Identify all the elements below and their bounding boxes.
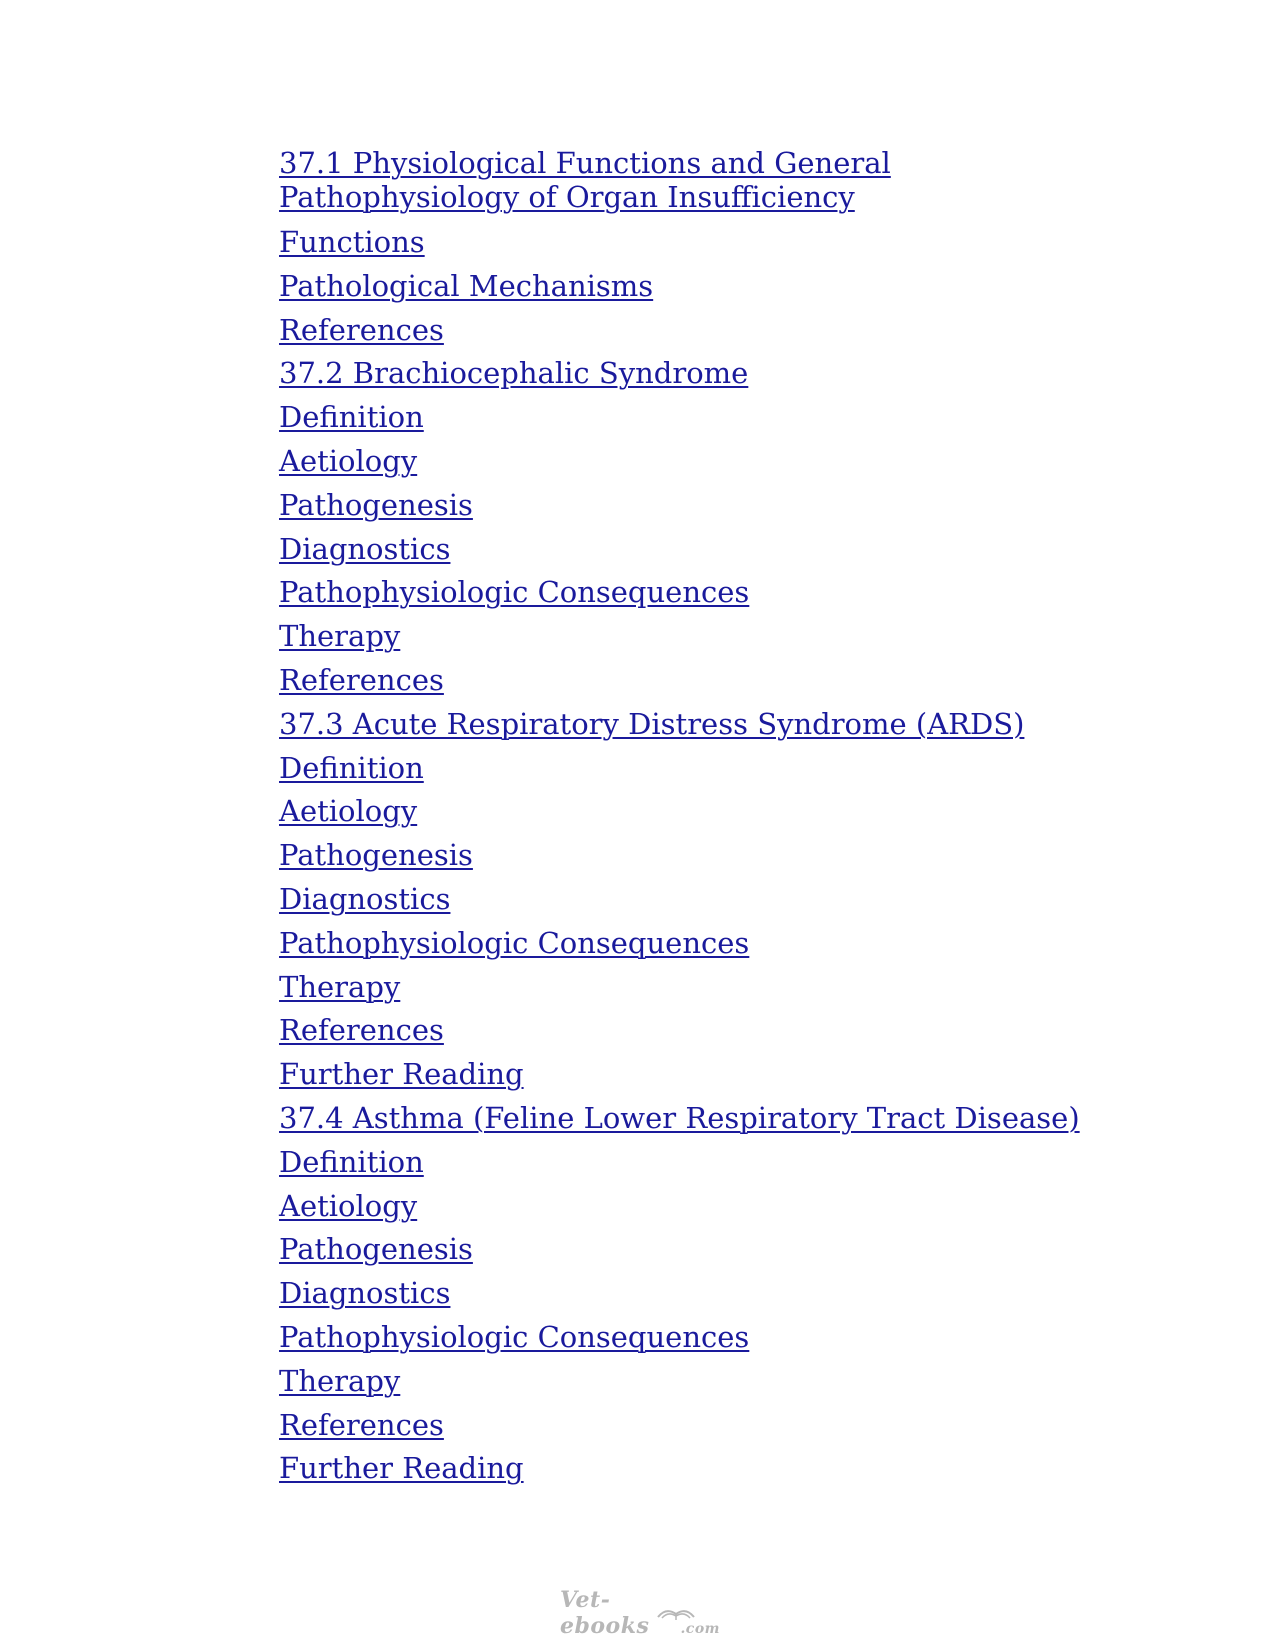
toc-link-aetiology[interactable]: Aetiology	[279, 443, 418, 478]
toc-item-aetiology	[279, 444, 1099, 488]
toc-link-references[interactable]: References	[279, 1013, 444, 1048]
table-of-contents	[279, 146, 1099, 1495]
toc-item-references	[279, 313, 1099, 357]
toc-item-references	[279, 663, 1099, 707]
toc-link-pathogenesis[interactable]: Pathogenesis	[279, 1232, 473, 1267]
toc-link-therapy[interactable]: Therapy	[279, 969, 401, 1004]
toc-item-references	[279, 1013, 1099, 1057]
toc-item-aetiology	[279, 1189, 1099, 1233]
toc-item-pathophysiologic-consequences	[279, 575, 1099, 619]
toc-link-therapy[interactable]: Therapy	[279, 619, 401, 654]
toc-link-diagnostics[interactable]: Diagnostics	[279, 881, 451, 916]
toc-link-pathological-mechanisms[interactable]: Pathological Mechanisms	[279, 268, 654, 303]
book-icon	[656, 1605, 696, 1621]
toc-item-diagnostics	[279, 1276, 1099, 1320]
toc-link-pathogenesis[interactable]: Pathogenesis	[279, 487, 473, 522]
toc-item-diagnostics	[279, 882, 1099, 926]
toc-item-pathogenesis	[279, 488, 1099, 532]
toc-link-pathophysiologic-consequences[interactable]: Pathophysiologic Consequences	[279, 1319, 750, 1354]
toc-item-definition	[279, 1145, 1099, 1189]
toc-link-aetiology[interactable]: Aetiology	[279, 794, 418, 829]
toc-link-diagnostics[interactable]: Diagnostics	[279, 1276, 451, 1311]
toc-item-definition	[279, 751, 1099, 795]
toc-link-37-1[interactable]: 37.1 Physiological Functions and General Pathophysiology of Organ Insufficiency	[279, 146, 891, 214]
toc-link-37-4[interactable]: 37.4 Asthma (Feline Lower Respiratory Tract Disease)	[279, 1100, 1080, 1135]
toc-link-pathogenesis[interactable]: Pathogenesis	[279, 838, 473, 873]
toc-item-pathogenesis	[279, 1232, 1099, 1276]
watermark-suffix-text: .com	[680, 1621, 720, 1637]
toc-item-therapy	[279, 1364, 1099, 1408]
toc-item-37-4	[279, 1101, 1099, 1145]
toc-link-pathophysiologic-consequences[interactable]: Pathophysiologic Consequences	[279, 925, 750, 960]
toc-item-further-reading	[279, 1451, 1099, 1495]
toc-item-pathophysiologic-consequences	[279, 1320, 1099, 1364]
toc-link-further-reading[interactable]: Further Reading	[279, 1451, 524, 1486]
toc-link-aetiology[interactable]: Aetiology	[279, 1188, 418, 1223]
toc-item-37-1	[279, 146, 1099, 225]
toc-item-pathological-mechanisms	[279, 269, 1099, 313]
watermark-main-text: Vet-ebooks	[560, 1587, 650, 1639]
toc-item-pathophysiologic-consequences	[279, 926, 1099, 970]
toc-link-diagnostics[interactable]: Diagnostics	[279, 531, 451, 566]
watermark-logo	[560, 1587, 720, 1639]
toc-item-therapy	[279, 619, 1099, 663]
toc-item-pathogenesis	[279, 838, 1099, 882]
toc-link-functions[interactable]: Functions	[279, 225, 425, 259]
toc-link-therapy[interactable]: Therapy	[279, 1363, 401, 1398]
toc-link-pathophysiologic-consequences[interactable]: Pathophysiologic Consequences	[279, 575, 750, 610]
toc-item-37-2	[279, 356, 1099, 400]
toc-item-further-reading	[279, 1057, 1099, 1101]
toc-link-references[interactable]: References	[279, 312, 444, 347]
toc-link-definition[interactable]: Definition	[279, 1144, 424, 1179]
toc-link-37-2[interactable]: 37.2 Brachiocephalic Syndrome	[279, 356, 749, 391]
toc-item-references	[279, 1408, 1099, 1452]
toc-item-diagnostics	[279, 532, 1099, 576]
toc-link-references[interactable]: References	[279, 662, 444, 697]
toc-item-functions	[279, 225, 1099, 269]
toc-item-therapy	[279, 970, 1099, 1014]
toc-item-aetiology	[279, 794, 1099, 838]
toc-link-37-3[interactable]: 37.3 Acute Respiratory Distress Syndrome (ARDS)	[279, 706, 1025, 741]
toc-link-definition[interactable]: Definition	[279, 400, 424, 435]
toc-item-37-3	[279, 707, 1099, 751]
toc-link-definition[interactable]: Definition	[279, 750, 424, 785]
toc-link-further-reading[interactable]: Further Reading	[279, 1057, 524, 1092]
toc-link-references[interactable]: References	[279, 1407, 444, 1442]
toc-item-definition	[279, 400, 1099, 444]
